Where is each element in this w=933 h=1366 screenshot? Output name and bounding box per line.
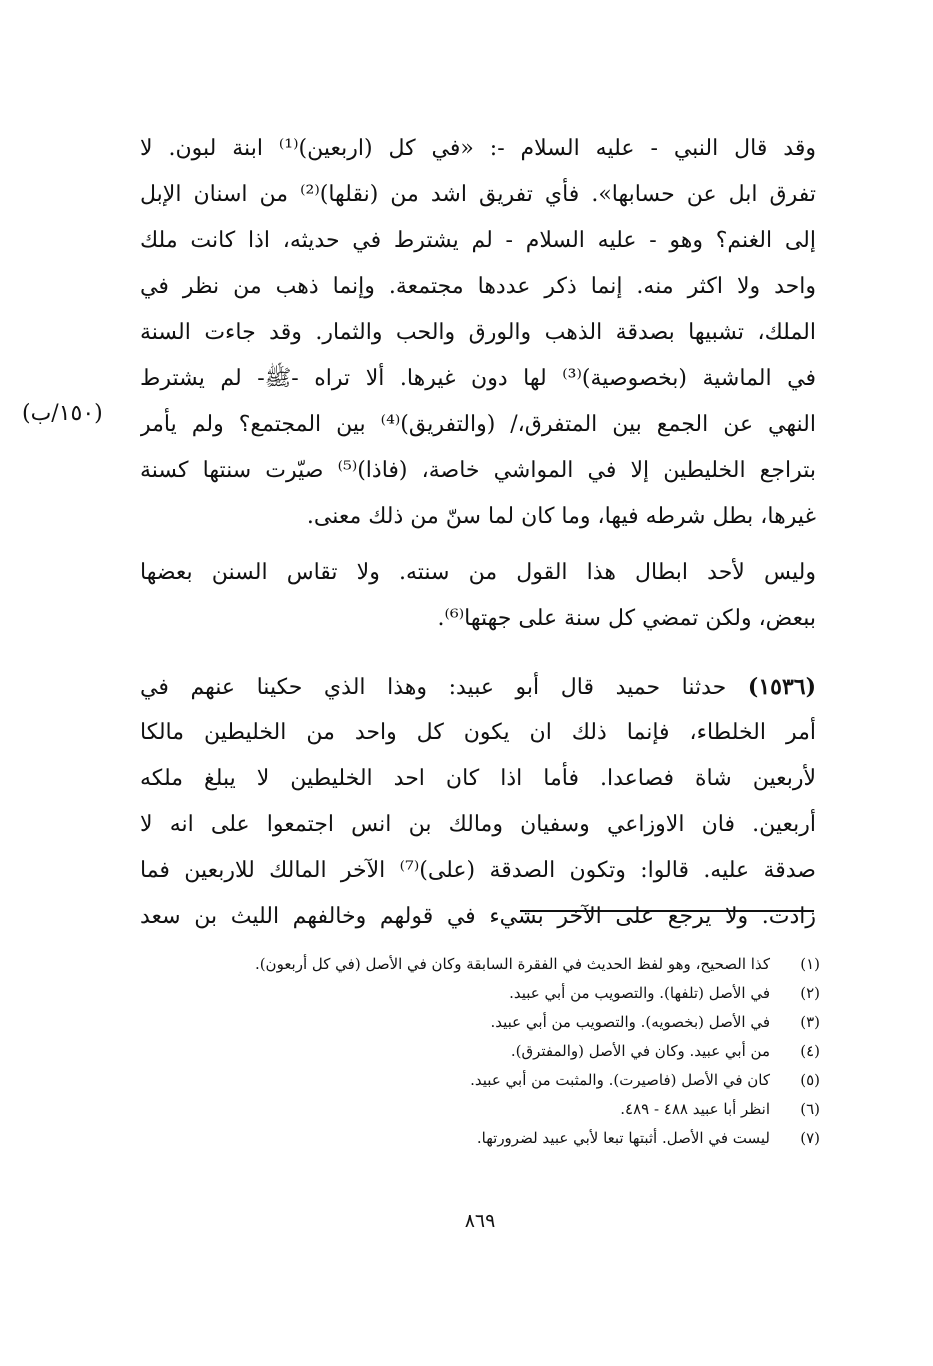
- text-line: ببعض، ولكن تمضي كل سنة على جهتها⁽⁶⁾.: [437, 606, 816, 631]
- text-line: أمر الخلطاء، فإنما ذلك ان يكون كل واحد من الخليطين مالكا: [140, 720, 816, 745]
- footnote-number: (٣): [800, 1013, 820, 1031]
- footnote-text: من أبي عبيد. وكان في الأصل (والمفترق).: [510, 1042, 770, 1060]
- footnote-text: في الأصل (بخصويه). والتصويب من أبي عبيد.: [490, 1013, 770, 1031]
- footnote-text: كان في الأصل (فاصيرت). والمثبت من أبي عبيد.: [470, 1071, 770, 1089]
- footnotes: [170, 950, 820, 1153]
- main-text: [140, 126, 816, 940]
- footnote-text: انظر أبا عبيد ٤٨٨ - ٤٨٩.: [620, 1100, 770, 1118]
- text-line: أربعين. فان الاوزاعي وسفيان ومالك بن انس اجتمعوا على انه لا: [140, 812, 816, 837]
- footnote: [170, 950, 820, 979]
- text-line: الملك، تشبيها بصدقة الذهب والورق والحب والثمار. وقد جاءت السنة: [140, 320, 816, 345]
- page-number: ٨٦٩: [464, 1210, 496, 1232]
- paragraph-3: [140, 664, 816, 940]
- text-span: حدثنا حميد قال أبو عبيد: وهذا الذي حكينا عنهم في: [140, 675, 748, 700]
- text-line: غيرها، بطل شرطه فيها، وما كان لما سنّ من ذلك معنى.: [306, 504, 816, 529]
- footnote-text: كذا الصحيح، وهو لفظ الحديث في الفقرة السابقة وكان في الأصل (في كل أربعون).: [254, 955, 770, 973]
- footnote: [170, 1008, 820, 1037]
- footnote-text: في الأصل (تلفها). والتصويب من أبي عبيد.: [509, 984, 770, 1002]
- paragraph-2: [140, 550, 816, 642]
- text-line: بتراجع الخليطين إلا في المواشي خاصة، (فاذا)⁽⁵⁾ صيّرت سنتها كسنة: [140, 458, 816, 483]
- text-line: وقد قال النبي - عليه السلام -: «في كل (اربعين)⁽¹⁾ ابنة لبون. لا: [140, 136, 816, 161]
- text-line: [140, 664, 816, 710]
- text-line: صدقة عليه. قالوا: وتكون الصدقة (على)⁽⁷⁾ الآخر المالك للاربعين فما: [140, 858, 816, 883]
- hadith-number: (١٥٣٦): [747, 674, 816, 700]
- text-line: واحد ولا اكثر منه. إنما ذكر عددها مجتمعة. وإنما ذهب من نظر في: [140, 274, 816, 299]
- footnote: [170, 979, 820, 1008]
- footnote: [170, 1095, 820, 1124]
- text-line: في الماشية (بخصوصية)⁽³⁾ لها دون غيرها. ألا تراه -ﷺ- لم يشترط: [140, 366, 816, 391]
- manuscript-folio-reference: (١٥٠/ب): [22, 401, 103, 426]
- footnote-number: (١): [800, 955, 820, 973]
- footnote-text: ليست في الأصل. أثبتها تبعا لأبي عبيد لضرورتها.: [476, 1129, 770, 1147]
- paragraph-1: [140, 126, 816, 540]
- text-line: النهي عن الجمع بين المتفرق،/ (والتفريق)⁽⁴⁾ بين المجتمع؟ ولم يأمر: [140, 412, 816, 437]
- footnote-number: (٧): [800, 1129, 820, 1147]
- footnote-number: (٥): [800, 1071, 820, 1089]
- text-line: تفرق ابل عن حسابها». فأي تفريق اشد من (نقلها)⁽²⁾ من اسنان الإبل: [140, 182, 816, 207]
- footnote-number: (٦): [800, 1100, 820, 1118]
- text-line: لأربعين شاة فصاعدا. فأما اذا كان احد الخليطين لا يبلغ ملكه: [140, 766, 816, 791]
- text-line: إلى الغنم؟ وهو - عليه السلام - لم يشترط في حديثه، اذا كانت ملك: [140, 228, 816, 253]
- text-line: زادت. ولا يرجع على الآخر بشيء في قولهم وخالفهم الليث بن سعد: [140, 904, 816, 929]
- footnote: [170, 1037, 820, 1066]
- footnote: [170, 1124, 820, 1153]
- footnote-number: (٢): [800, 984, 820, 1002]
- footnote-divider: [520, 910, 814, 912]
- footnote: [170, 1066, 820, 1095]
- text-line: وليس لأحد ابطال هذا القول من سنته. ولا تقاس السنن بعضها: [140, 560, 816, 585]
- footnote-number: (٤): [800, 1042, 820, 1060]
